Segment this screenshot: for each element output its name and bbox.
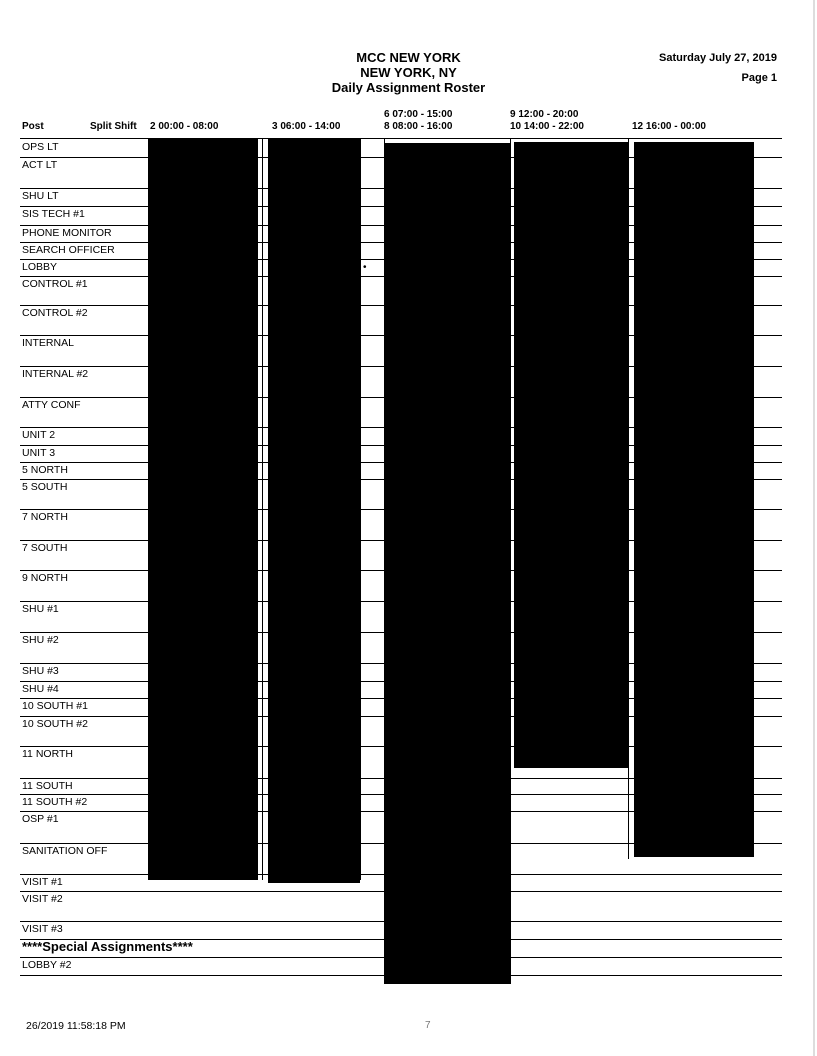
post-label: SHU LT: [22, 190, 59, 202]
page-mark: 7: [425, 1020, 431, 1031]
print-timestamp: 26/2019 11:58:18 PM: [26, 1020, 126, 1032]
post-label: VISIT #1: [22, 876, 63, 888]
post-label: SIS TECH #1: [22, 208, 85, 220]
col-shift-3: 3 06:00 - 14:00: [272, 121, 341, 132]
col-shift-12: 12 16:00 - 00:00: [632, 121, 706, 132]
redaction-shift-12: [634, 142, 754, 857]
post-label: CONTROL #1: [22, 278, 88, 290]
redaction-shift-2: [148, 139, 258, 880]
post-label: 5 NORTH: [22, 464, 68, 476]
post-label: SHU #1: [22, 603, 59, 615]
col-shift-2: 2 00:00 - 08:00: [150, 121, 219, 132]
post-label: 11 SOUTH: [22, 780, 73, 792]
post-label: SEARCH OFFICER: [22, 244, 115, 256]
post-label: 7 SOUTH: [22, 542, 68, 554]
report-date: Saturday July 27, 2019: [658, 52, 777, 64]
post-label: SHU #2: [22, 634, 59, 646]
facility-location: NEW YORK, NY: [360, 65, 457, 80]
col-divider: [262, 139, 263, 880]
col-divider: [510, 139, 511, 984]
post-label: OPS LT: [22, 141, 59, 153]
post-label: PHONE MONITOR: [22, 227, 112, 239]
post-label: ACT LT: [22, 159, 58, 171]
post-label: 11 NORTH: [22, 748, 73, 760]
stray-mark: •: [363, 262, 367, 273]
post-label: LOBBY: [22, 261, 58, 273]
post-label: INTERNAL #2: [22, 368, 89, 380]
post-label: UNIT 2: [22, 429, 56, 441]
post-label: 10 SOUTH #2: [22, 718, 88, 730]
post-label: INTERNAL: [22, 337, 74, 349]
redaction-shift-6-8: [384, 143, 510, 984]
facility-name: MCC NEW YORK: [356, 50, 461, 65]
redaction-shift-9-10: [514, 142, 628, 768]
post-label: ****Special Assignments****: [22, 939, 193, 954]
post-label: 10 SOUTH #1: [22, 700, 88, 712]
col-post: Post: [22, 121, 44, 132]
post-label: 7 NORTH: [22, 511, 68, 523]
col-shift-8: 8 08:00 - 16:00: [384, 121, 453, 132]
post-label: ATTY CONF: [22, 399, 81, 411]
col-shift-10: 10 14:00 - 22:00: [510, 121, 584, 132]
col-shift-6: 6 07:00 - 15:00: [384, 109, 453, 120]
report-title: Daily Assignment Roster: [331, 80, 486, 95]
col-shift-9: 9 12:00 - 20:00: [510, 109, 579, 120]
post-label: 9 NORTH: [22, 572, 68, 584]
page-edge: [813, 0, 815, 1056]
post-label: 11 SOUTH #2: [22, 796, 88, 808]
post-label: VISIT #3: [22, 923, 63, 935]
post-label: CONTROL #2: [22, 307, 88, 319]
col-divider: [360, 139, 361, 880]
redaction-shift-3: [268, 139, 360, 883]
col-split-shift: Split Shift: [90, 121, 137, 132]
post-label: UNIT 3: [22, 447, 56, 459]
post-label: LOBBY #2: [22, 959, 72, 971]
post-label: VISIT #2: [22, 893, 63, 905]
col-divider: [628, 139, 629, 859]
post-label: 5 SOUTH: [22, 481, 68, 493]
post-label: SANITATION OFF: [22, 845, 108, 857]
post-label: SHU #3: [22, 665, 59, 677]
post-label: OSP #1: [22, 813, 59, 825]
post-label: SHU #4: [22, 683, 59, 695]
page-number: Page 1: [741, 72, 777, 84]
